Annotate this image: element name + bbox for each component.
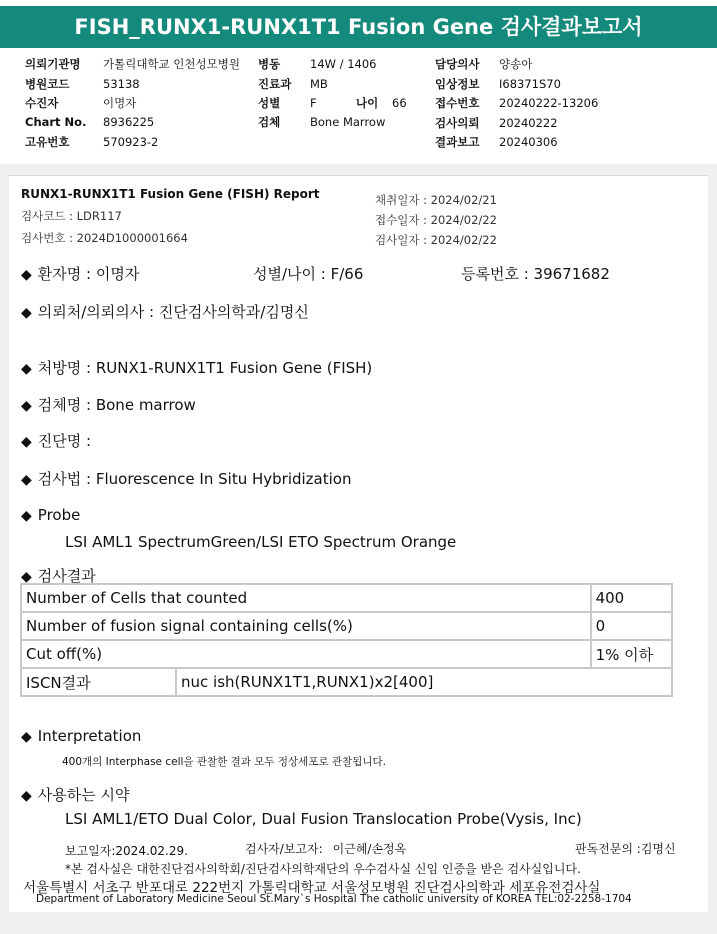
reading-specialist: 판독전문의 :김명신 [575, 842, 676, 856]
sex-age: 성별/나이 : F/66 [253, 265, 364, 283]
header-request-date [435, 115, 558, 131]
header-doctor [435, 56, 532, 72]
value: 20240306 [499, 135, 558, 149]
header-patient [25, 95, 136, 111]
value: 양송아 [499, 57, 533, 71]
iscn-value: nuc ish(RUNX1T1,RUNX1)x2[400] [176, 668, 672, 696]
result-value: 1% 이하 [591, 640, 672, 668]
diamond-icon: ◆ [21, 398, 32, 414]
value: 이명자 [103, 96, 137, 110]
patient-header [0, 48, 717, 160]
certification-note: *본 검사실은 대한진단검사의학회/진단검사의학재단의 우수검사실 신임 인증을 받은 검사실입니다. [65, 862, 581, 876]
report-title-bar: FISH_RUNX1-RUNX1T1 Fusion Gene 검사결과보고서 [0, 6, 717, 48]
header-receipt-no [435, 95, 598, 111]
probe-heading-text: Probe [37, 506, 81, 524]
diamond-icon: ◆ [21, 267, 32, 283]
result-label: Number of Cells that counted [21, 584, 591, 612]
interpretation-text: 400개의 Interphase cell을 관찰한 결과 모두 정상세포로 관찰됩니다. [62, 756, 386, 768]
result-table [20, 583, 673, 697]
header-clinical-info [435, 76, 561, 92]
table-row [21, 584, 672, 612]
label: 병원코드 [25, 77, 70, 91]
report-sheet [9, 175, 708, 912]
method-line [21, 468, 351, 489]
method: 검사법 : Fluorescence In Situ Hybridization [37, 470, 352, 488]
diamond-icon: ◆ [21, 569, 32, 585]
header-report-date [435, 134, 558, 150]
label: 임상정보 [435, 77, 480, 91]
value: 53138 [103, 77, 140, 91]
tested-date: 검사일자 : 2024/02/22 [375, 233, 497, 247]
value: Bone Marrow [310, 115, 386, 129]
value: 가톨릭대학교 인천성모병원 [103, 57, 240, 71]
reagent-heading-text: 사용하는 시약 [37, 786, 130, 804]
test-code: 검사코드 : LDR117 [21, 209, 122, 223]
age-value: 66 [392, 96, 407, 110]
testers-label: 검사자/보고자: [245, 842, 323, 856]
result-label: Cut off(%) [21, 640, 591, 668]
diamond-icon: ◆ [21, 305, 32, 321]
requester-line [21, 301, 309, 322]
value: 570923-2 [103, 135, 159, 149]
header-unique-no [25, 134, 158, 150]
header-hospital [25, 56, 240, 72]
iscn-label: ISCN결과 [21, 668, 176, 696]
value: MB [310, 77, 328, 91]
collected-date: 채취일자 : 2024/02/21 [375, 193, 497, 207]
table-row [21, 640, 672, 668]
table-row [21, 668, 672, 696]
value: 20240222 [499, 116, 558, 130]
label: 성별 [258, 96, 281, 110]
header-hospital-code [25, 76, 140, 92]
testers-names: 이근혜/손정옥 [332, 842, 407, 856]
label: 결과보고 [435, 135, 480, 149]
label: 담당의사 [435, 57, 480, 71]
diamond-icon: ◆ [21, 434, 32, 450]
label: 병동 [258, 57, 281, 71]
patient-name: 환자명 : 이명자 [37, 265, 140, 283]
lab-english-address: Department of Laboratory Medicine Seoul St.Mary`s Hospital The catholic university of KOREA TEL:02-2258-1704 [36, 893, 632, 905]
header-specimen [258, 114, 385, 130]
header-department [258, 76, 328, 92]
value: 14W / 1406 [310, 57, 377, 71]
value: F [310, 96, 317, 110]
diagnosis-line [21, 430, 91, 451]
diagnosis: 진단명 : [37, 432, 92, 450]
prescription-line [21, 357, 372, 378]
result-value: 400 [591, 584, 672, 612]
diamond-icon: ◆ [21, 729, 32, 745]
label: 검체 [258, 115, 281, 129]
label: 진료과 [258, 77, 292, 91]
age-label: 나이 [356, 96, 379, 110]
label: Chart No. [25, 115, 87, 129]
probe-text: LSI AML1 SpectrumGreen/LSI ETO Spectrum Orange [65, 533, 457, 551]
prescription: 처방명 : RUNX1-RUNX1T1 Fusion Gene (FISH) [37, 359, 373, 377]
test-number: 검사번호 : 2024D1000001664 [21, 231, 188, 245]
requester: 의뢰처/의뢰의사 : 진단검사의학과/김명신 [37, 303, 309, 321]
result-value: 0 [591, 612, 672, 640]
label: 검사의뢰 [435, 116, 480, 130]
interpretation-heading-text: Interpretation [37, 727, 142, 745]
label: 의뢰기관명 [25, 57, 81, 71]
received-date: 접수일자 : 2024/02/22 [375, 213, 497, 227]
result-heading-text: 검사결과 [37, 567, 96, 585]
table-row [21, 612, 672, 640]
reagent-text: LSI AML1/ETO Dual Color, Dual Fusion Translocation Probe(Vysis, Inc) [65, 810, 582, 828]
label: 접수번호 [435, 96, 480, 110]
diamond-icon: ◆ [21, 508, 32, 524]
report-date: 보고일자:2024.02.29. [65, 844, 188, 858]
header-chart-no [25, 115, 154, 129]
testers [245, 840, 406, 857]
specimen: 검체명 : Bone marrow [37, 396, 196, 414]
label: 수진자 [25, 96, 59, 110]
value: 20240222-13206 [499, 96, 599, 110]
patient-line [21, 263, 139, 284]
value: I68371S70 [499, 77, 561, 91]
result-label: Number of fusion signal containing cells(%) [21, 612, 591, 640]
lab-address: 서울특별시 서초구 반포대로 222번지 가톨릭대학교 서울성모병원 진단검사의학과 세포유전검사실 [23, 880, 601, 896]
specimen-line [21, 394, 196, 415]
interpretation-heading [21, 727, 141, 745]
reagent-heading [21, 784, 130, 805]
probe-heading [21, 506, 80, 524]
report-title: RUNX1-RUNX1T1 Fusion Gene (FISH) Report [21, 187, 320, 201]
registration-number: 등록번호 : 39671682 [461, 265, 610, 283]
header-sex [258, 95, 407, 111]
value: 8936225 [103, 115, 155, 129]
diamond-icon: ◆ [21, 788, 32, 804]
label: 고유번호 [25, 135, 70, 149]
diamond-icon: ◆ [21, 472, 32, 488]
diamond-icon: ◆ [21, 361, 32, 377]
header-ward [258, 56, 376, 72]
